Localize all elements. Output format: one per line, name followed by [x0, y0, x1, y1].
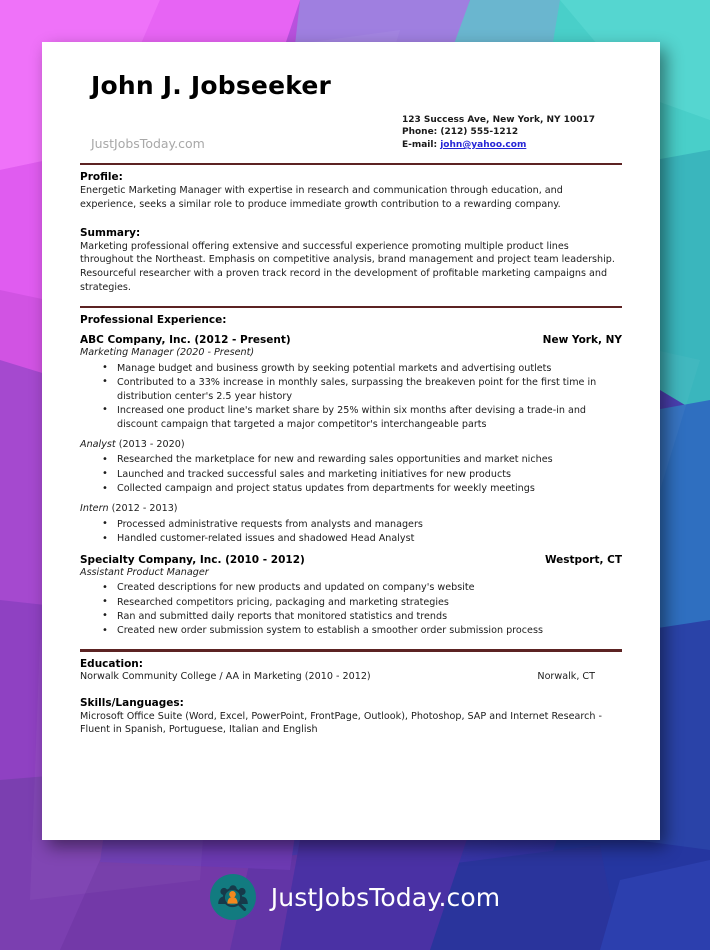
contact-phone-line [402, 126, 595, 139]
education-row [80, 671, 622, 682]
contact-address: 123 Success Ave, New York, NY 10017 [401, 114, 595, 125]
job-role-text: Assistant Product Manager [80, 566, 209, 578]
contact-block [402, 114, 595, 152]
brand-name: JustJobsToday.com [270, 882, 501, 912]
job-role-dates: (2013 - 2020) [118, 439, 185, 451]
people-search-logo-icon [210, 874, 256, 920]
job-header [80, 334, 622, 346]
job-location: New York, NY [542, 334, 622, 347]
job-role-dates: (2012 - 2013) [111, 503, 178, 515]
job-role [80, 346, 622, 360]
job-bullets [80, 362, 622, 432]
divider-rule-education [80, 649, 622, 652]
job-company: ABC Company, Inc. (2012 - Present) [80, 334, 291, 347]
list-item: • Increased one product line's market share by 25% within six months after devising a trade-in and discount campaign that targeted a major competitor's interchangeable parts [80, 404, 622, 432]
education-location: Norwalk, CT [537, 670, 595, 682]
summary-text: Marketing professional offering extensive and successful experience promoting multiple product lines throughout the Northeast. Emphasis on competitive analysis, brand management and project team leadership. Resourceful researcher with a proven track record in the development of profitable marketing campaigns and strategies. [80, 240, 615, 293]
list-item: • Created descriptions for new products and updated on company's website [80, 581, 622, 595]
resume-watermark: JustJobsToday.com [91, 135, 205, 151]
divider-rule-experience [80, 306, 622, 309]
job-role-text: Marketing Manager (2020 - Present) [80, 347, 255, 359]
job-bullets [80, 581, 622, 638]
job-role-name: Analyst [80, 439, 116, 451]
profile-text: Energetic Marketing Manager with expertise in research and communication through education, and experience, seeks a similar role to produce immediate growth contribution to a rewarding company. [80, 185, 563, 211]
contact-phone-label: Phone: [401, 127, 438, 138]
job-company: Specialty Company, Inc. (2010 - 2012) [80, 553, 305, 566]
resume-header [80, 72, 622, 152]
section-profile [80, 171, 622, 211]
experience-job [80, 334, 622, 546]
section-skills [80, 697, 622, 737]
education-entry: Norwalk Community College / AA in Marketing (2010 - 2012) [80, 670, 371, 682]
job-header [80, 554, 622, 566]
contact-email-link[interactable]: john@yahoo.com [440, 140, 527, 151]
list-item: • Processed administrative requests from analysts and managers [80, 518, 622, 532]
list-item: • Created new order submission system to establish a smoother order submission process [80, 624, 622, 638]
profile-heading: Profile: [80, 171, 123, 184]
job-role [80, 502, 622, 516]
list-item: • Manage budget and business growth by seeking potential markets and advertising outlets [80, 362, 622, 376]
section-education [80, 658, 622, 682]
job-role [80, 566, 622, 580]
education-heading: Education: [80, 657, 143, 670]
section-summary [80, 227, 622, 295]
contact-email-line [402, 139, 595, 152]
footer-brand [0, 862, 710, 932]
job-role [80, 438, 622, 452]
list-item: • Ran and submitted daily reports that monitored statistics and trends [80, 610, 622, 624]
page-title: John J. Jobseeker [91, 71, 332, 100]
skills-text: Microsoft Office Suite (Word, Excel, PowerPoint, FrontPage, Outlook), Photoshop, SAP and Internet Research - Fluent in Spanish, Portuguese, Italian and English [80, 710, 602, 736]
list-item: • Launched and tracked successful sales and marketing initiatives for new products [80, 468, 622, 482]
header-row [80, 114, 622, 152]
list-item: • Contributed to a 33% increase in monthly sales, surpassing the breakeven point for the first time in distribution center's 2.5 year history [80, 376, 622, 404]
job-location: Westport, CT [544, 553, 622, 566]
experience-job [80, 554, 622, 638]
divider-rule-top [80, 163, 622, 166]
contact-email-label: E-mail: [401, 140, 438, 151]
list-item: • Researched competitors pricing, packaging and marketing strategies [80, 596, 622, 610]
list-item: • Collected campaign and project status updates from departments for weekly meetings [80, 482, 622, 496]
summary-heading: Summary: [80, 226, 141, 239]
resume-page [42, 42, 660, 840]
job-role-name: Intern [80, 503, 109, 515]
list-item: • Researched the marketplace for new and rewarding sales opportunities and market niches [80, 453, 622, 467]
experience-heading: Professional Experience: [80, 314, 227, 327]
contact-phone-value: (212) 555-1212 [440, 127, 519, 138]
job-bullets [80, 518, 622, 546]
job-bullets [80, 453, 622, 495]
skills-heading: Skills/Languages: [80, 696, 184, 709]
list-item: • Handled customer-related issues and shadowed Head Analyst [80, 532, 622, 546]
section-experience [80, 314, 622, 638]
